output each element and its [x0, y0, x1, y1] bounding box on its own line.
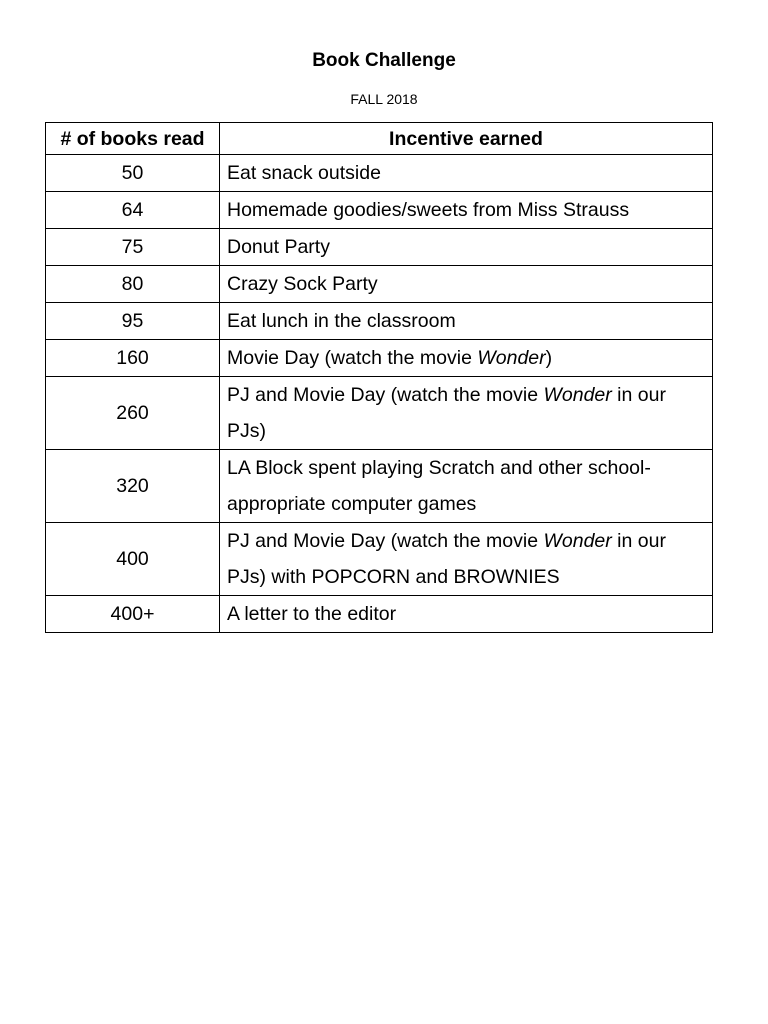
- incentive-text: Movie Day (watch the movie: [227, 347, 478, 369]
- movie-title: Wonder: [543, 384, 612, 406]
- table-row: [46, 377, 713, 450]
- incentive-cell: Crazy Sock Party: [220, 266, 713, 303]
- books-cell: 400+: [46, 596, 220, 633]
- table-row: [46, 266, 713, 303]
- incentive-text: ): [545, 347, 553, 369]
- incentive-text: PJ and Movie Day (watch the movie: [227, 384, 544, 406]
- books-cell: 320: [46, 450, 220, 523]
- table-row: [46, 155, 713, 192]
- incentive-cell: Donut Party: [220, 229, 713, 266]
- incentive-text: PJ and Movie Day (watch the movie: [227, 530, 544, 552]
- books-cell: 160: [46, 340, 220, 377]
- document-subtitle: FALL 2018: [350, 91, 418, 107]
- table-row: [46, 229, 713, 266]
- incentive-text: in our PJs): [227, 384, 666, 442]
- table-row: [46, 303, 713, 340]
- incentive-cell: LA Block spent playing Scratch and other school-appropriate computer games: [220, 450, 713, 523]
- incentive-cell: Homemade goodies/sweets from Miss Strauss: [220, 192, 713, 229]
- header-books-read: # of books read: [46, 123, 220, 155]
- table-row: [46, 450, 713, 523]
- books-cell: 400: [46, 523, 220, 596]
- books-cell: 64: [46, 192, 220, 229]
- movie-title: Wonder: [477, 347, 546, 369]
- table-header-row: [46, 123, 713, 155]
- header-incentive-earned: Incentive earned: [220, 123, 713, 155]
- incentive-table: [45, 122, 713, 633]
- table-row: [46, 340, 713, 377]
- incentive-cell: [220, 340, 713, 377]
- incentive-text: in our PJs) with POPCORN and BROWNIES: [227, 530, 666, 588]
- incentive-cell: Eat lunch in the classroom: [220, 303, 713, 340]
- incentive-cell: [220, 377, 713, 450]
- table-row: [46, 596, 713, 633]
- table-row: [46, 523, 713, 596]
- books-cell: 50: [46, 155, 220, 192]
- incentive-cell: [220, 523, 713, 596]
- table-row: [46, 192, 713, 229]
- movie-title: Wonder: [543, 530, 612, 552]
- incentive-cell: Eat snack outside: [220, 155, 713, 192]
- books-cell: 260: [46, 377, 220, 450]
- incentive-cell: A letter to the editor: [220, 596, 713, 633]
- books-cell: 80: [46, 266, 220, 303]
- books-cell: 95: [46, 303, 220, 340]
- document-title: Book Challenge: [312, 50, 456, 71]
- books-cell: 75: [46, 229, 220, 266]
